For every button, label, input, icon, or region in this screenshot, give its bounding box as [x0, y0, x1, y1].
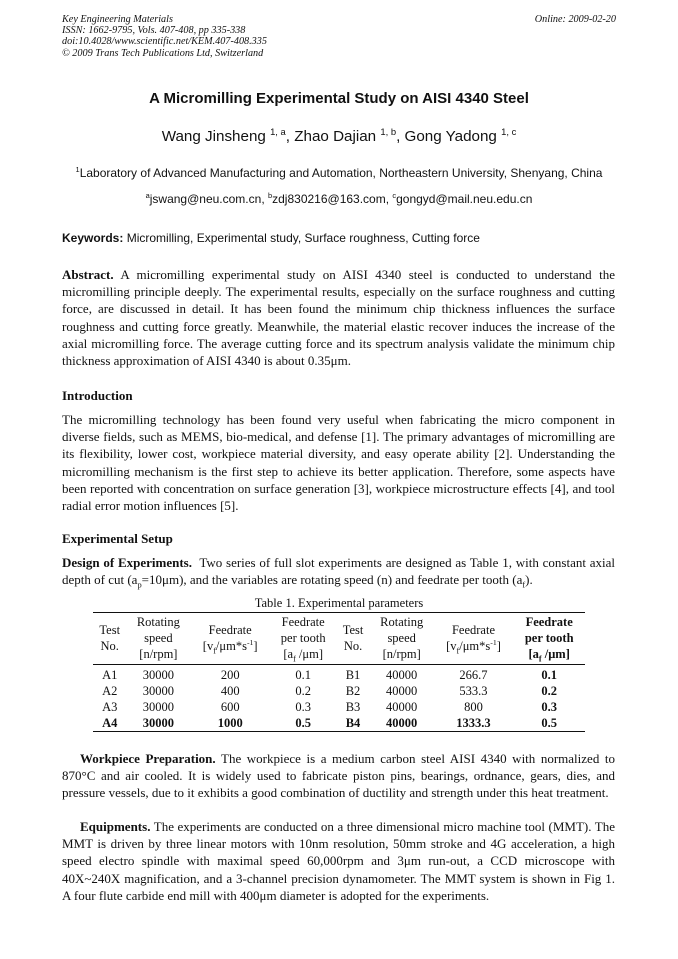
author-affiliation-mark: 1, b [380, 125, 397, 137]
affiliation-mark: 1 [75, 165, 80, 174]
table-cell: 600 [220, 700, 240, 714]
table-cell: 30000 [142, 668, 174, 682]
table-cell: 200 [220, 668, 240, 682]
header-feedrate: Feedrate $[v_f/\mu m*s^{-1}]$ [202, 623, 258, 656]
table-cell: 800 [464, 700, 483, 714]
journal-header [62, 14, 616, 59]
email-line: $^a$jswang@neu.com.cn, $^b$zdj830216@163.com, $^c$gongyd@mail.neu.edu.cn [145, 191, 533, 206]
table-cell: 30000 [142, 684, 174, 698]
header-rotating-speed: Rotating speed [n/rpm] [136, 615, 180, 661]
email-mark: b [267, 191, 273, 200]
table-cell: A4 [102, 716, 118, 730]
table-cell: 533.3 [459, 684, 488, 698]
table-cell: 0.2 [295, 684, 311, 698]
keywords-label: Keywords: [62, 231, 124, 245]
copyright-line: © 2009 Trans Tech Publications Ltd, Switzerland [62, 47, 264, 59]
header-feedrate-per-tooth-b: Feedrate per tooth [$a_f$ /μm] [524, 615, 574, 664]
author-name: Zhao Dajian [294, 128, 377, 145]
table-cell: 0.5 [295, 716, 311, 730]
affiliation-text: Laboratory of Advanced Manufacturing and Automation, Northeastern University, Shenyang, China [79, 166, 603, 180]
table-cell: 40000 [386, 668, 418, 682]
paragraph-text: ). [525, 572, 533, 588]
table-cell: B3 [345, 700, 361, 714]
table-row [93, 715, 585, 732]
section-heading-experimental-setup: Experimental Setup [62, 531, 173, 546]
email-address: gongyd@mail.neu.edu.cn [396, 192, 533, 206]
table-cell: A2 [102, 684, 118, 698]
author-affiliation-mark: 1, a [270, 125, 286, 137]
table-caption: Table 1. Experimental parameters [254, 596, 424, 610]
paragraph-text: =10μm), and the variables are rotating speed (n) and feedrate per tooth (a [141, 572, 523, 588]
abstract [62, 266, 615, 369]
experimental-parameters-table [93, 612, 585, 732]
online-date: Online: 2009-02-20 [534, 14, 616, 25]
author-name: Gong Yadong [404, 128, 497, 145]
design-of-experiments-label: Design of Experiments. [62, 555, 192, 570]
table-row [93, 665, 585, 684]
header-rotating-speed-b: Rotating speed [n/rpm] [380, 615, 424, 661]
paragraph-text: The experiments are conducted on a three dimensional micro machine tool (MMT). The MMT is driven by three linear motors with 10nm resolution, 50mm stroke and 4G acceleration, a high speed electro spindle with maximal speed 60,000rpm and 3μm run-out, a CCD microscope with 40X~240X magnification, and a 3-channel precision dynamometer. The MMT system is shown in Fig 1. A four flute carbide end mill with 400μm diameter is adopted for the experiments. [62, 819, 616, 903]
table-cell: 0.5 [541, 716, 557, 730]
table-cell: B4 [345, 716, 361, 730]
header-feedrate-b: Feedrate $[v_f/\mu m*s^{-1}]$ [446, 623, 501, 656]
table-cell: 40000 [386, 700, 418, 714]
workpiece-preparation-label: Workpiece Preparation. [80, 751, 216, 766]
email-mark: c [392, 191, 397, 200]
table-cell: A1 [102, 668, 118, 682]
workpiece-preparation-paragraph [62, 750, 615, 802]
table-cell: 0.1 [541, 668, 557, 682]
table-cell: B2 [345, 684, 361, 698]
table-cell: 40000 [386, 684, 418, 698]
table-cell: 400 [220, 684, 240, 698]
email-mark: a [145, 191, 150, 200]
issn-line: ISSN: 1662-9795, Vols. 407-408, pp 335-338 [62, 25, 246, 37]
table-row [93, 683, 585, 699]
introduction-paragraph: The micromilling technology has been found very useful when fabricating the micro component in diverse fields, such as MEMS, bio-medical, and defense [1]. The primary advantages of micromilling are its flexibility, lower cost, workpiece material diversity, and easy operate ability [2]. Understanding the micromilling mechanism is the first step to achieve its better application. Therefore, some aspects have been reported with concentration on surface generation [3], workpiece microstructure effects [4], and tool radial error motion influences [5]. [62, 412, 615, 514]
equipments-label: Equipments. [80, 819, 151, 834]
table-cell: 0.3 [295, 700, 311, 714]
abstract-text: A micromilling experimental study on AISI 4340 steel is conducted to understand the micromilling principle deeply. The experimental results, especially on the surface roughness and cutting force, are discussed in detail. It has been found the minimum chip thickness influences the surface roughness and cutting force greatly. Meanwhile, the material elastic recover induces the increase of the axial micromilling force. The average cutting force and its spectrum analysis validate the minimum chip thickness approximation of AISI 4340 is about 0.35μm. [62, 267, 615, 369]
keywords [62, 231, 616, 245]
paper-title: A Micromilling Experimental Study on AISI 4340 Steel [149, 90, 529, 107]
email-address: zdj830216@163.com [272, 192, 386, 206]
author-affiliation-mark: 1, c [501, 125, 517, 137]
affiliation [62, 166, 616, 180]
email-address: jswang@neu.com.cn [149, 192, 262, 206]
abstract-label: Abstract. [62, 267, 114, 282]
design-of-experiments-paragraph [62, 554, 615, 588]
subscript: p [137, 579, 142, 590]
author-list: Wang Jinsheng $^{1, a}$, Zhao Dajian $^{1, b}$, Gong Yadong $^{1, c}$ [161, 125, 517, 145]
table-cell: A3 [102, 700, 118, 714]
table-cell: 0.2 [541, 684, 557, 698]
paragraph-text: The workpiece is a medium carbon steel AISI 4340 with normalized to 870°C and air cooled. It is widely used to fabricate piston pins, bearings, ordnance, gears, dies, and pressure vessels, due to it exhibits a good combination of ductility and strength under this heat treatment. [62, 751, 615, 801]
table-cell: 0.3 [541, 700, 557, 714]
table-cell: 1000 [217, 716, 243, 730]
header-test-no: Test No. [99, 623, 121, 653]
table-header-row [93, 613, 585, 665]
section-heading-introduction: Introduction [62, 388, 133, 403]
table-row [93, 699, 585, 715]
table-cell: 40000 [386, 716, 418, 730]
author-name: Wang Jinsheng [161, 128, 266, 145]
doi-line: doi:10.4028/www.scientific.net/KEM.407-408.335 [62, 36, 267, 48]
header-test-no-b: Test No. [342, 623, 364, 653]
paragraph-text: Two series of full slot experiments are designed as Table 1, with constant axial depth of cut (a [62, 555, 615, 588]
keywords-text: Micromilling, Experimental study, Surface roughness, Cutting force [126, 231, 480, 245]
journal-name: Key Engineering Materials [62, 14, 173, 25]
table-cell: B1 [345, 668, 361, 682]
table-cell: 1333.3 [456, 716, 491, 730]
subscript: f [522, 579, 526, 590]
table-cell: 30000 [142, 716, 174, 730]
table-cell: 30000 [142, 700, 174, 714]
equipments-paragraph [62, 818, 615, 904]
header-feedrate-per-tooth: Feedrate per tooth [$a_f$ /μm] [280, 615, 326, 664]
table-cell: 266.7 [459, 668, 488, 682]
table-cell: 0.1 [295, 668, 311, 682]
